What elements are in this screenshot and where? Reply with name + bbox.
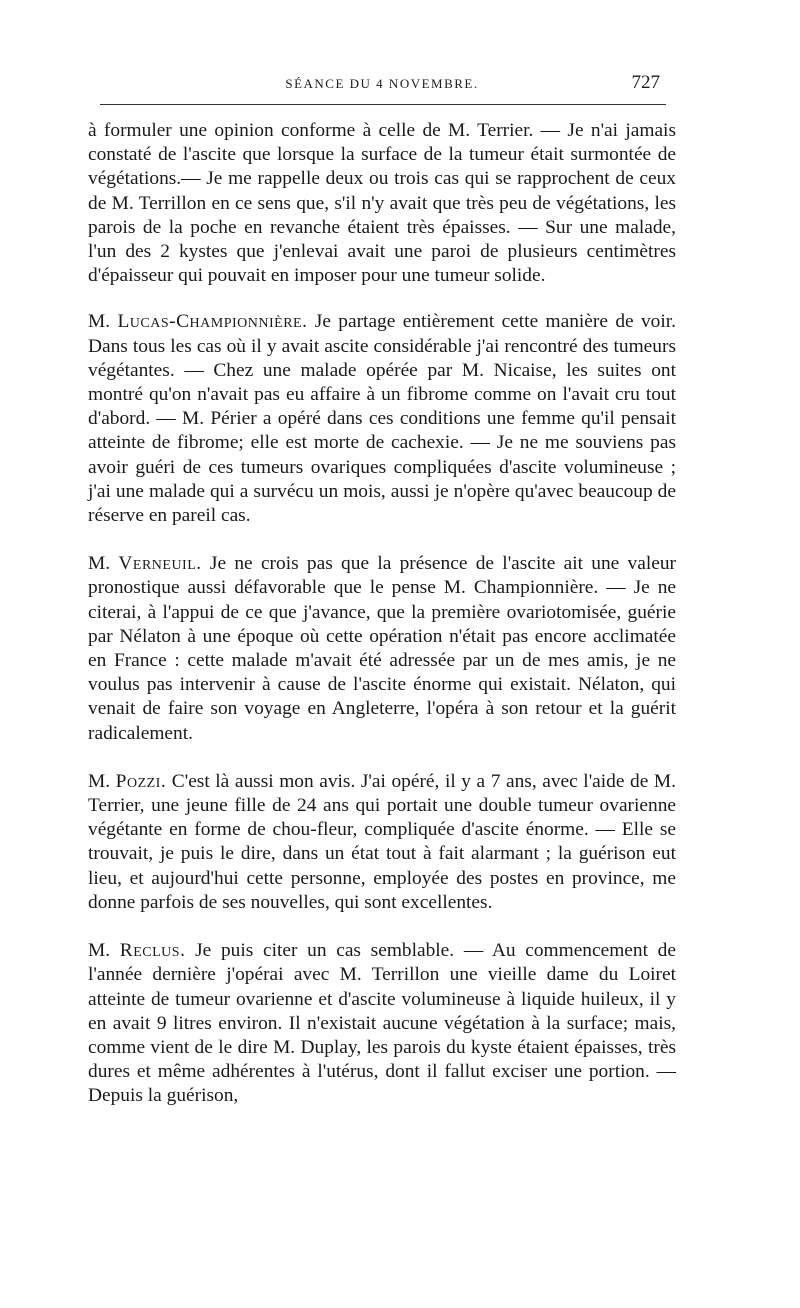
speaker-prefix: M. xyxy=(88,940,111,962)
speaker-name: Reclus. xyxy=(119,940,186,962)
paragraph-text: Je partage entièrement cette manière de voir. Dans tous les cas où il y avait ascite considérable j'ai rencontré des tumeurs végétantes. — Chez une malade opérée par M. Nicaise, les suites ont montré qu'on n'avait pas eu affaire à un fibrome comme on l'avait cru tout d'abord. — M. Périer a opéré dans ces conditions une femme qu'il pensait atteinte de fibrome; elle est morte de cachexie. — Je ne me souviens pas avoir guéri de ces tumeurs ovariques compliquées d'ascite volumineuse ; j'ai une malade qui a survécu un mois, aussi je n'opère qu'avec beaucoup de réserve en pareil cas. xyxy=(88,311,676,527)
paragraph-text: Je ne crois pas que la présence de l'ascite ait une valeur pronostique aussi défavorable que le pense M. Championnière. — Je ne citerai, à l'appui de ce que j'avance, que la première ovariotomisée, guérie par Nélaton à une époque où cette opération n'était pas encore acclimatée en France : cette malade m'avait été adressée par un de mes amis, je ne voulus pas intervenir à cause de l'ascite énorme qui existait. Nélaton, qui venait de faire son voyage en Angleterre, l'opéra à son retour et la guérit radicalement. xyxy=(88,553,677,744)
paragraph-pozzi xyxy=(88,770,676,915)
paragraph-continuation xyxy=(88,119,676,288)
running-head xyxy=(88,70,676,96)
speaker-name: Lucas-Championnière. xyxy=(117,311,308,333)
document-page xyxy=(88,70,676,1133)
running-title: SÉANCE DU 4 NOVEMBRE. xyxy=(285,76,479,91)
paragraph-text: C'est là aussi mon avis. J'ai opéré, il y a 7 ans, avec l'aide de M. Terrier, une jeune fille de 24 ans qui portait une double tumeur ovarienne végétante en forme de chou-fleur, compliquée d'ascite énorme. — Elle se trouvait, je puis le dire, dans un état tout à fait alarmant ; la guérison eut lieu, et aujourd'hui cette personne, employée des postes en province, me donne parfois de ses nouvelles, qui sont excellentes. xyxy=(88,770,676,913)
speaker-prefix: M. xyxy=(88,553,111,575)
speaker-prefix: M. xyxy=(88,311,111,333)
speaker-prefix: M. xyxy=(88,770,111,792)
paragraph-reclus xyxy=(88,939,676,1108)
paragraph-verneuil xyxy=(88,552,676,746)
speaker-name: Verneuil. xyxy=(118,553,202,575)
header-rule xyxy=(100,104,666,105)
paragraph-text: Je puis citer un cas semblable. — Au commencement de l'année dernière j'opérai avec M. Terrillon une vieille dame du Loiret atteinte de tumeur ovarienne et d'ascite volumineuse à liquide huileux, il y en avait 9 litres environ. Il n'existait aucune végétation à la surface; mais, comme vient de le dire M. Duplay, les parois du kyste étaient épaisses, très dures et même adhérentes à l'utérus, dont il fallut exciser une portion. — Depuis la guérison, xyxy=(88,940,676,1107)
paragraph-text: à formuler une opinion conforme à celle de M. Terrier. — Je n'ai jamais constaté de l'ascite que lorsque la surface de la tumeur était surmontée de végétations.— Je me rappelle deux ou trois cas qui se rapprochent de ceux de M. Terrillon en ce sens que, s'il n'y avait que très peu de végétations, les parois de la poche en revanche étaient très épaisses. — Sur une malade, l'un des 2 kystes que j'enlevai avait une paroi de plusieurs centimètres d'épaisseur qui pouvait en imposer pour une tumeur solide. xyxy=(88,120,676,287)
paragraph-lucas-championniere xyxy=(88,310,676,528)
page-number: 727 xyxy=(631,72,660,93)
speaker-name: Pozzi. xyxy=(115,770,167,792)
